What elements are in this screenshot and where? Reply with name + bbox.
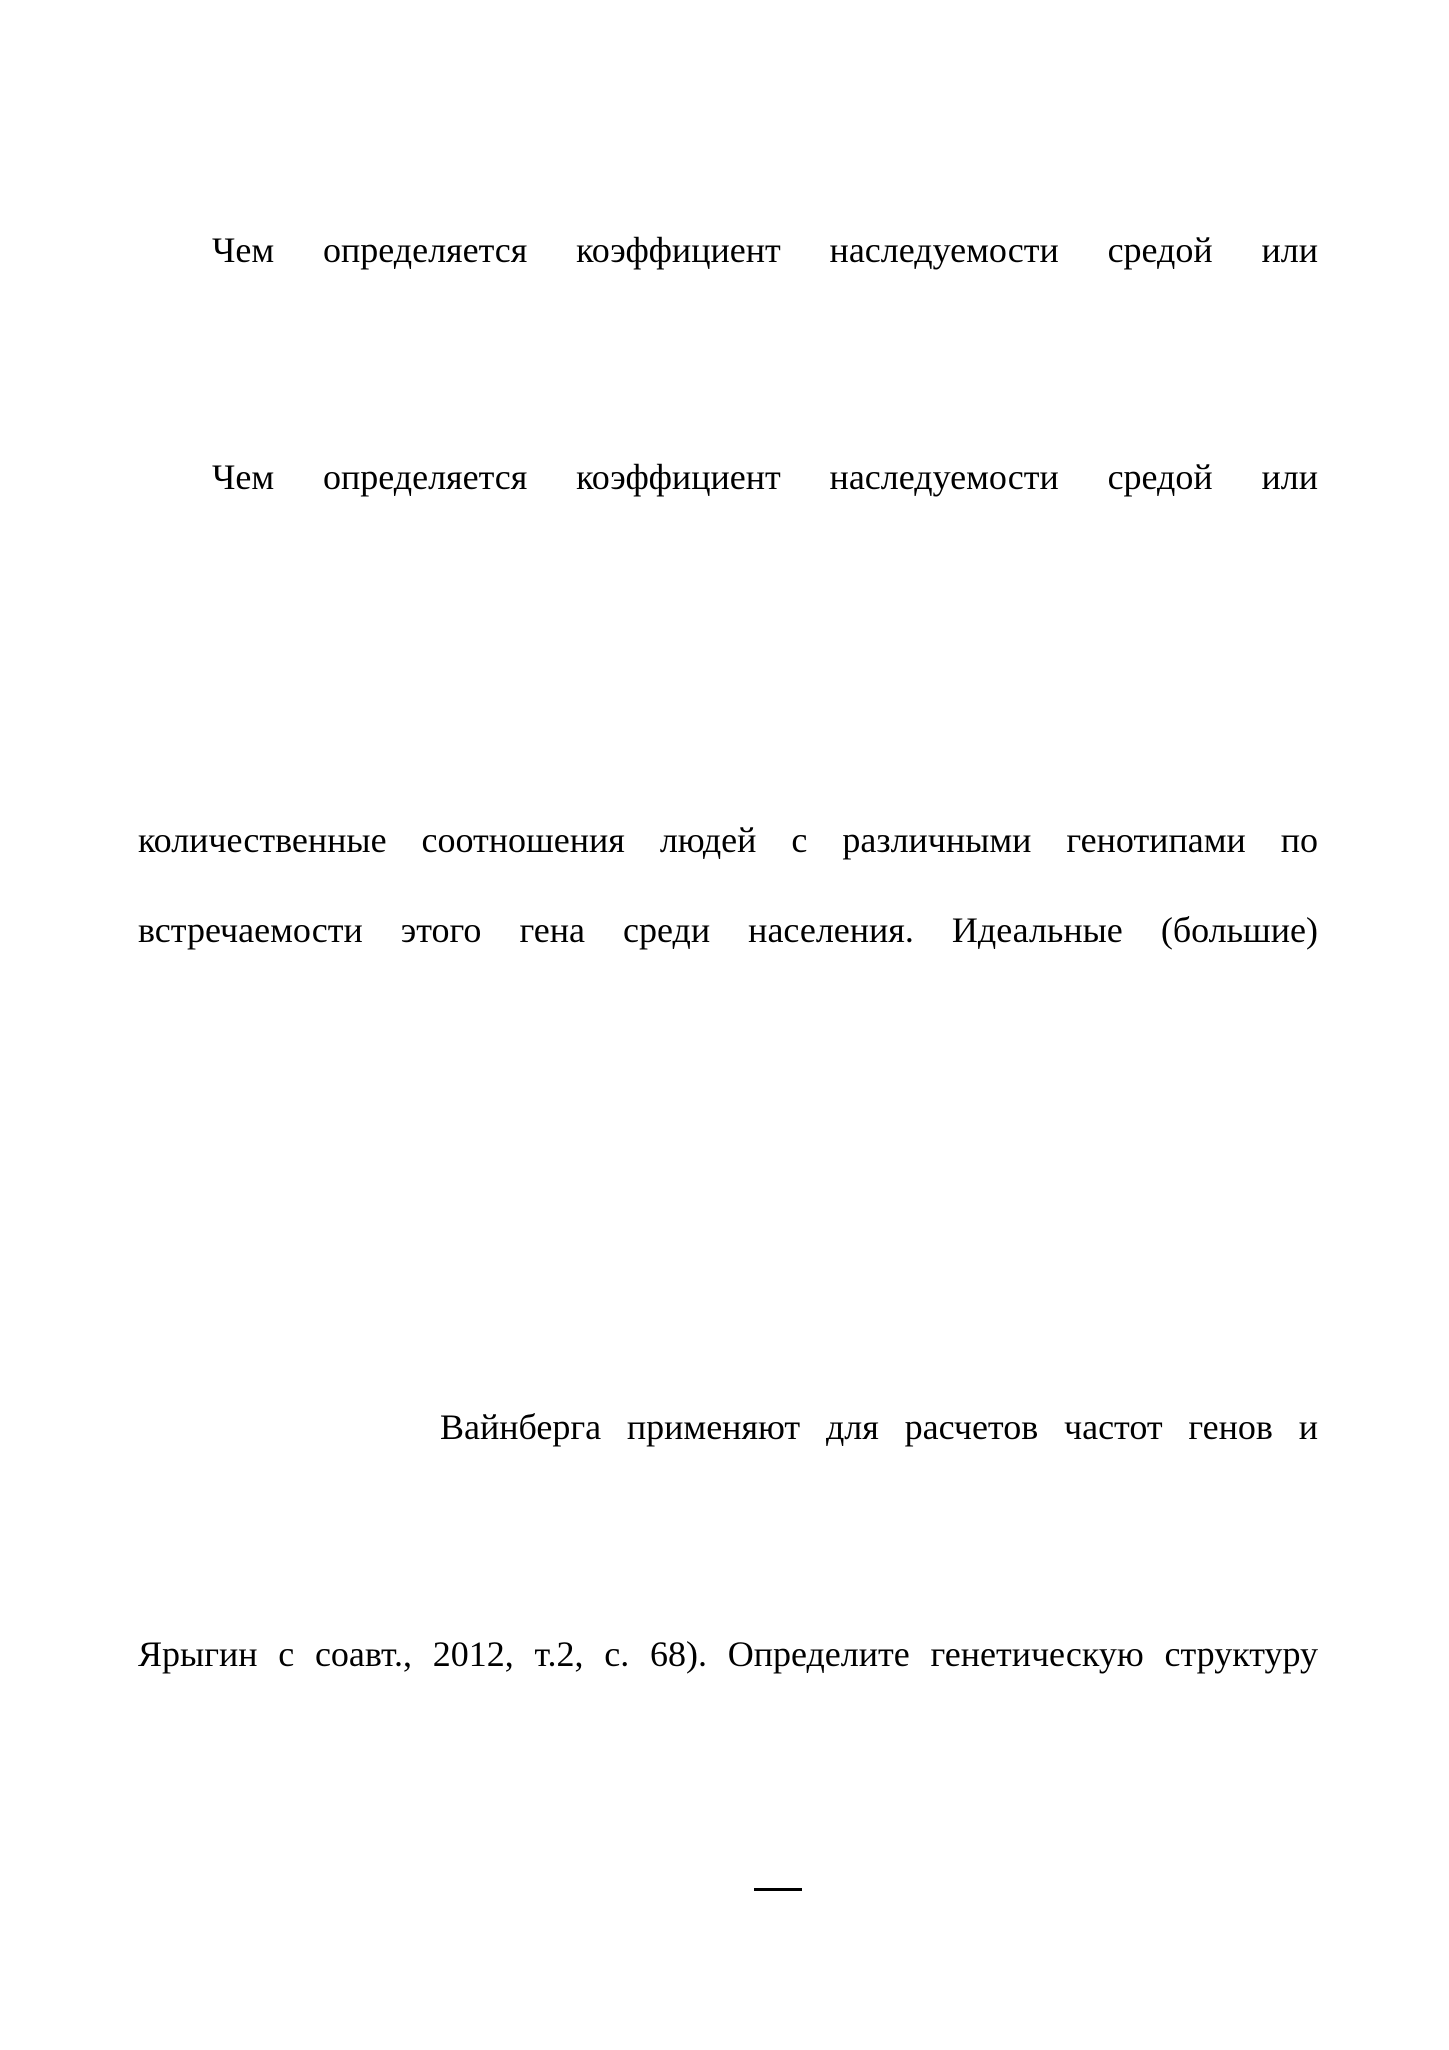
- text-line-6: Ярыгин с соавт., 2012, т.2, с. 68). Определите генетическую структуру: [138, 1634, 1318, 1674]
- text-line-5: Вайнберга применяют для расчетов частот генов и: [440, 1407, 1318, 1447]
- page-dash: [754, 1888, 802, 1891]
- text-line-3: количественные соотношения людей с различными генотипами по: [138, 820, 1318, 860]
- text-line-4: встречаемости этого гена среди населения. Идеальные (большие): [138, 910, 1318, 950]
- text-line-2: Чем определяется коэффициент наследуемости средой или: [212, 457, 1318, 497]
- text-line-1: Чем определяется коэффициент наследуемости средой или: [212, 230, 1318, 270]
